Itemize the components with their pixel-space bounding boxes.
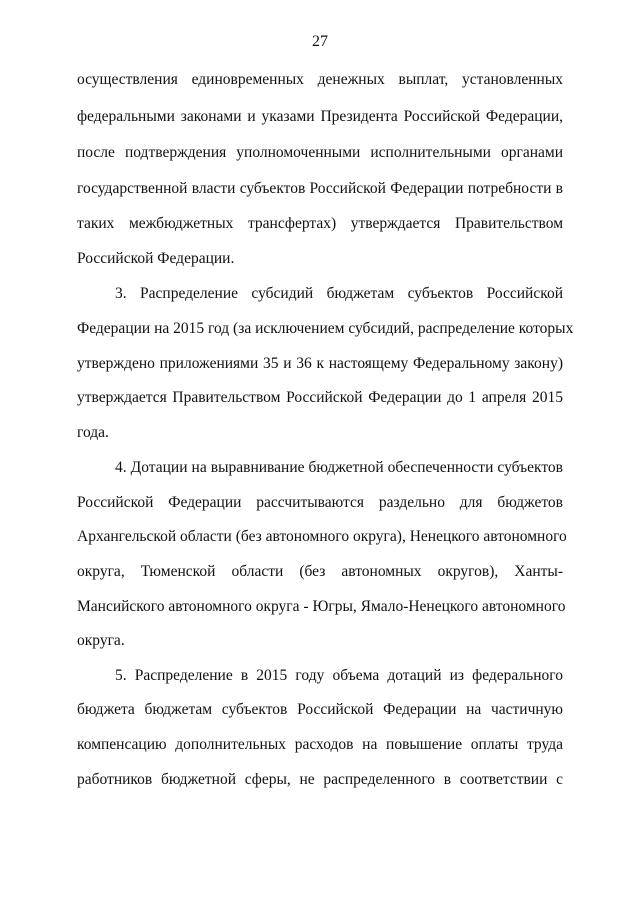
text-line: работников бюджетной сферы, не распределенного в соответствии с	[77, 771, 563, 788]
text-line: компенсацию дополнительных расходов на повышение оплаты труда	[77, 736, 563, 753]
text-line: округа, Тюменской области (без автономных округов), Ханты-	[77, 563, 563, 580]
text-line: бюджета бюджетам субъектов Российской Федерации на частичную	[77, 701, 563, 718]
text-line: Российской Федерации рассчитываются раздельно для бюджетов	[77, 494, 563, 511]
text-line: 3. Распределение субсидий бюджетам субъектов Российской	[115, 285, 563, 302]
text-line: округа.	[77, 632, 125, 649]
text-line: федеральными законами и указами Президента Российской Федерации,	[77, 108, 563, 125]
text-line: Мансийского автономного округа - Югры, Ямало-Ненецкого автономного	[77, 598, 566, 615]
text-line: Архангельской области (без автономного округа), Ненецкого автономного	[77, 528, 567, 545]
text-line: Российской Федерации.	[77, 250, 235, 267]
text-line: утверждается Правительством Российской Федерации до 1 апреля 2015	[77, 389, 563, 406]
text-line: 5. Распределение в 2015 году объема дотаций из федерального	[115, 667, 563, 684]
text-line: таких межбюджетных трансфертах) утверждается Правительством	[77, 215, 563, 232]
page-number: 27	[312, 33, 328, 50]
text-line: утверждено приложениями 35 и 36 к настоящему Федеральному закону)	[77, 355, 563, 372]
text-line: Федерации на 2015 год (за исключением субсидий, распределение которых	[77, 320, 574, 337]
text-line: года.	[77, 424, 109, 441]
text-line: государственной власти субъектов Российской Федерации потребности в	[77, 180, 563, 197]
text-line: осуществления единовременных денежных выплат, установленных	[77, 71, 563, 88]
text-line: 4. Дотации на выравнивание бюджетной обеспеченности субъектов	[115, 459, 563, 476]
text-line: после подтверждения уполномоченными исполнительными органами	[77, 144, 563, 161]
